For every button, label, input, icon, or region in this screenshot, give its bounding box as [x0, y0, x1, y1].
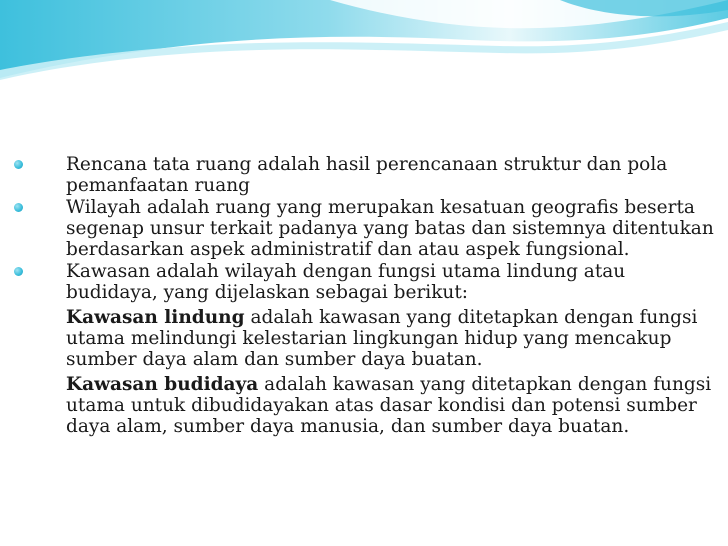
bullet-item — [14, 197, 714, 260]
bullet-dot-icon — [14, 267, 23, 276]
header-wave-decoration — [0, 0, 728, 90]
sub-paragraph-kawasan-lindung — [14, 307, 714, 370]
term-definition: adalah kawasan yang ditetapkan dengan fungsi utama melindungi kelestarian lingkungan hidup yang mencakup sumber daya alam dan sumber daya buatan. — [66, 307, 698, 370]
bullet-item — [14, 154, 714, 196]
bullet-text: Wilayah adalah ruang yang merupakan kesatuan geografis beserta segenap unsur terkait padanya yang batas dan sistemnya ditentukan berdasarkan aspek administratif dan atau aspek fungsional. — [66, 197, 714, 260]
sub-paragraph-kawasan-budidaya — [14, 374, 714, 437]
bullet-text: Kawasan adalah wilayah dengan fungsi utama lindung atau budidaya, yang dijelaskan sebagai berikut: — [66, 261, 626, 303]
term-label: Kawasan budidaya — [66, 374, 259, 395]
bullet-dot-icon — [14, 203, 23, 212]
term-definition: adalah kawasan yang ditetapkan dengan fungsi utama untuk dibudidayakan atas dasar kondisi dan potensi sumber daya alam, sumber daya manusia, dan sumber daya buatan. — [66, 374, 712, 437]
term-label: Kawasan lindung — [66, 307, 245, 328]
slide-body — [14, 154, 714, 437]
bullet-item — [14, 261, 714, 303]
bullet-text: Rencana tata ruang adalah hasil perencanaan struktur dan pola pemanfaatan ruang — [66, 154, 668, 196]
bullet-dot-icon — [14, 160, 23, 169]
